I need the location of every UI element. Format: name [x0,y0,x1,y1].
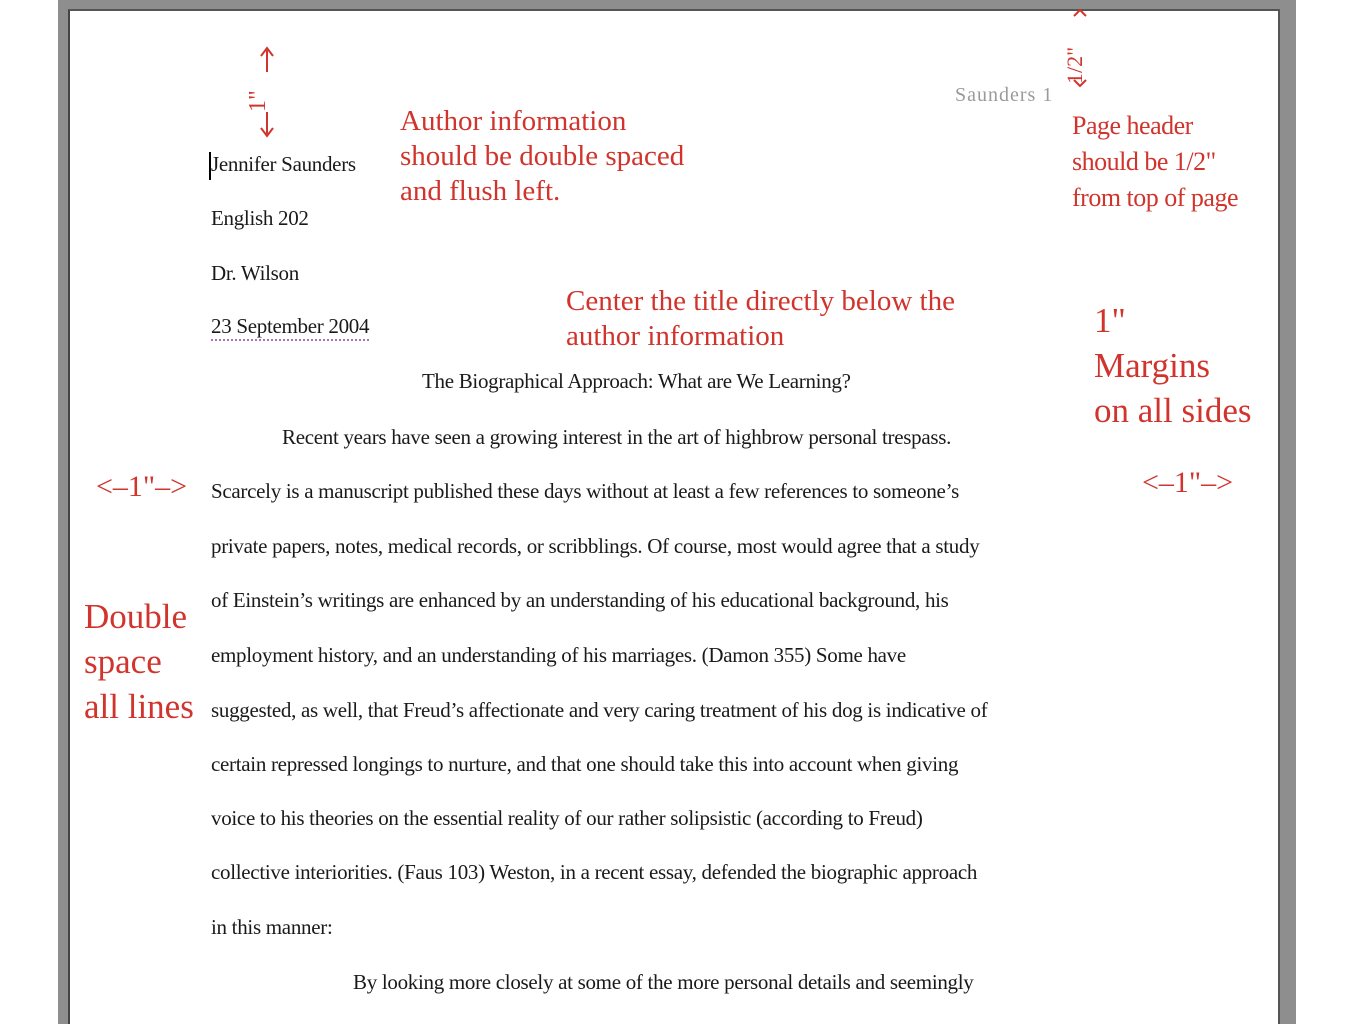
header-note-line: from top of page [1072,183,1239,212]
block-quote: By looking more closely at some of the more personal details and seemingly [353,970,974,994]
double-arrow-icon [1068,8,1092,88]
author-note-line: Author information [400,105,627,137]
body-line: Recent years have seen a growing interest in the art of highbrow personal trespass. [282,425,952,449]
paper-title: The Biographical Approach: What are We Learning? [422,369,851,393]
body-line: suggested, as well, that Freud’s affectionate and very caring treatment of his dog is indicative of [211,698,988,722]
title-note [566,284,955,354]
author-date: 23 September 2004 [211,314,369,341]
header-note [1072,108,1238,216]
right-margin-marker: <–1"–> [1142,466,1234,499]
spacing-note-line: space [84,642,162,681]
margins-note-line: Margins [1094,346,1211,385]
body-line: of Einstein’s writings are enhanced by an understanding of his educational background, his [211,588,949,612]
margins-note [1094,298,1251,433]
author-note [400,104,684,209]
body-line: Scarcely is a manuscript published these days without at least a few references to someone’s [211,479,959,503]
header-note-line: should be 1/2" [1072,147,1216,176]
author-note-line: and flush left. [400,175,561,207]
author-note-line: should be double spaced [400,140,685,172]
body-line: collective interiorities. (Faus 103) Weston, in a recent essay, defended the biographic approach [211,860,978,884]
body-line: certain repressed longings to nurture, and that one should take this into account when giving [211,752,959,776]
margins-note-line: 1" [1094,301,1126,340]
author-instructor: Dr. Wilson [211,261,299,285]
title-note-line: author information [566,320,785,352]
window-frame-left [58,0,68,1024]
title-note-line: Center the title directly below the [566,285,955,317]
body-line: employment history, and an understanding of his marriages. (Damon 355) Some have [211,643,906,667]
window-frame-top [58,0,1296,9]
left-margin-marker: <–1"–> [96,470,188,503]
spacing-note-line: Double [84,597,188,636]
body-line: voice to his theories on the essential reality of our rather solipsistic (according to Freud) [211,806,923,830]
spacing-note-line: all lines [84,687,194,726]
window-frame-right [1280,0,1296,1024]
spacing-note [84,594,194,729]
header-margin-label: 1/2" [1062,46,1087,84]
author-name: Jennifer Saunders [211,152,356,176]
top-margin-label: 1" [245,90,271,112]
margins-note-line: on all sides [1094,391,1252,430]
author-course: English 202 [211,206,309,230]
header-note-line: Page header [1072,111,1193,140]
body-line: in this manner: [211,915,333,939]
page-header: Saunders 1 [955,84,1054,106]
body-line: private papers, notes, medical records, or scribblings. Of course, most would agree that a study [211,534,980,558]
